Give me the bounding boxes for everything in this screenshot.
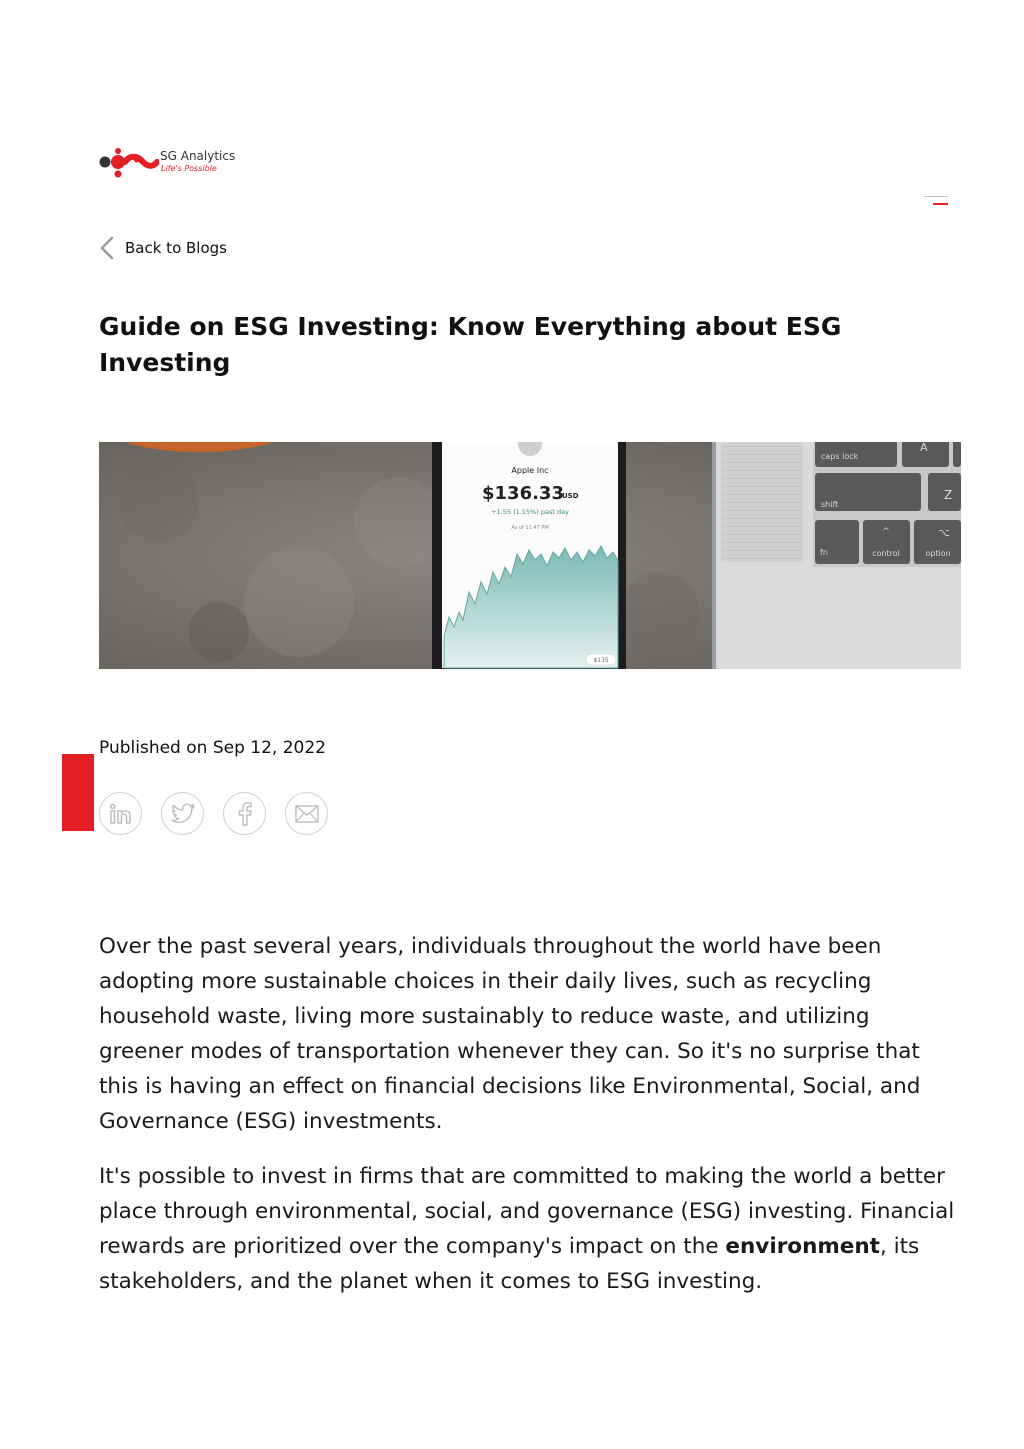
published-date: Published on Sep 12, 2022 [99,738,326,758]
accent-bar [62,754,94,831]
share-twitter-button[interactable] [161,792,204,835]
key-control: control [872,549,900,558]
logo-tagline: Life's Possible [161,164,217,173]
article-title: Guide on ESG Investing: Know Everything about ESG Investing [99,312,842,377]
stock-change-label: +1.55 (1.15%) past day [491,508,569,516]
facebook-icon [238,802,252,826]
key-option: option [925,549,951,558]
hero-image [99,442,961,669]
key-fn: fn [820,548,828,557]
logo-name: SG Analytics [160,149,236,163]
share-email-button[interactable] [285,792,328,835]
key-shift: shift [821,500,839,509]
stock-currency-label: USD [562,492,579,500]
article-body [99,929,959,1319]
paragraph-2-text-end: , its stakeholders, and the planet when it comes to ESG investing. [99,1234,920,1294]
share-buttons [99,792,328,835]
stock-chart-tag: $135 [593,657,609,664]
paragraph-2-text-start: It's possible to invest in firms that are committed to making the world a better place through environmental, social, and governance (ESG) investing. Financial rewards are prioritized over the company's impact on the [99,1164,955,1259]
stock-company-label: Apple Inc [511,466,549,475]
key-caps-lock: caps lock [821,452,859,461]
stock-price-label: $136.33 [482,483,564,504]
key-z: Z [944,488,953,502]
back-to-blogs-link[interactable] [99,236,227,260]
linkedin-icon [110,803,132,825]
back-link-label: Back to Blogs [125,239,227,257]
article-paragraph-1: Over the past several years, individuals throughout the world have been adopting more sustainable choices in their daily lives, such as recycling household waste, living more sustainably to reduce waste, and utilizing greener modes of transportation whenever they can. So it's no surprise that this is having an effect on financial decisions like Environmental, Social, and Governance (ESG) investments. [99,934,921,1134]
sg-analytics-logo[interactable] [99,146,259,180]
svg-text:⌥: ⌥ [938,528,950,539]
svg-text:^: ^ [882,527,890,537]
environment-link[interactable]: environment [725,1234,880,1259]
email-icon [295,805,319,823]
chevron-left-icon [99,236,115,260]
twitter-icon [171,803,195,825]
logo-mark-icon [99,146,159,180]
article-paragraph-2 [99,1159,959,1299]
stock-time-label: As of 11:47 PM [511,525,549,531]
hamburger-menu-icon[interactable] [924,194,950,208]
share-facebook-button[interactable] [223,792,266,835]
key-a: A [920,442,928,454]
share-linkedin-button[interactable] [99,792,142,835]
